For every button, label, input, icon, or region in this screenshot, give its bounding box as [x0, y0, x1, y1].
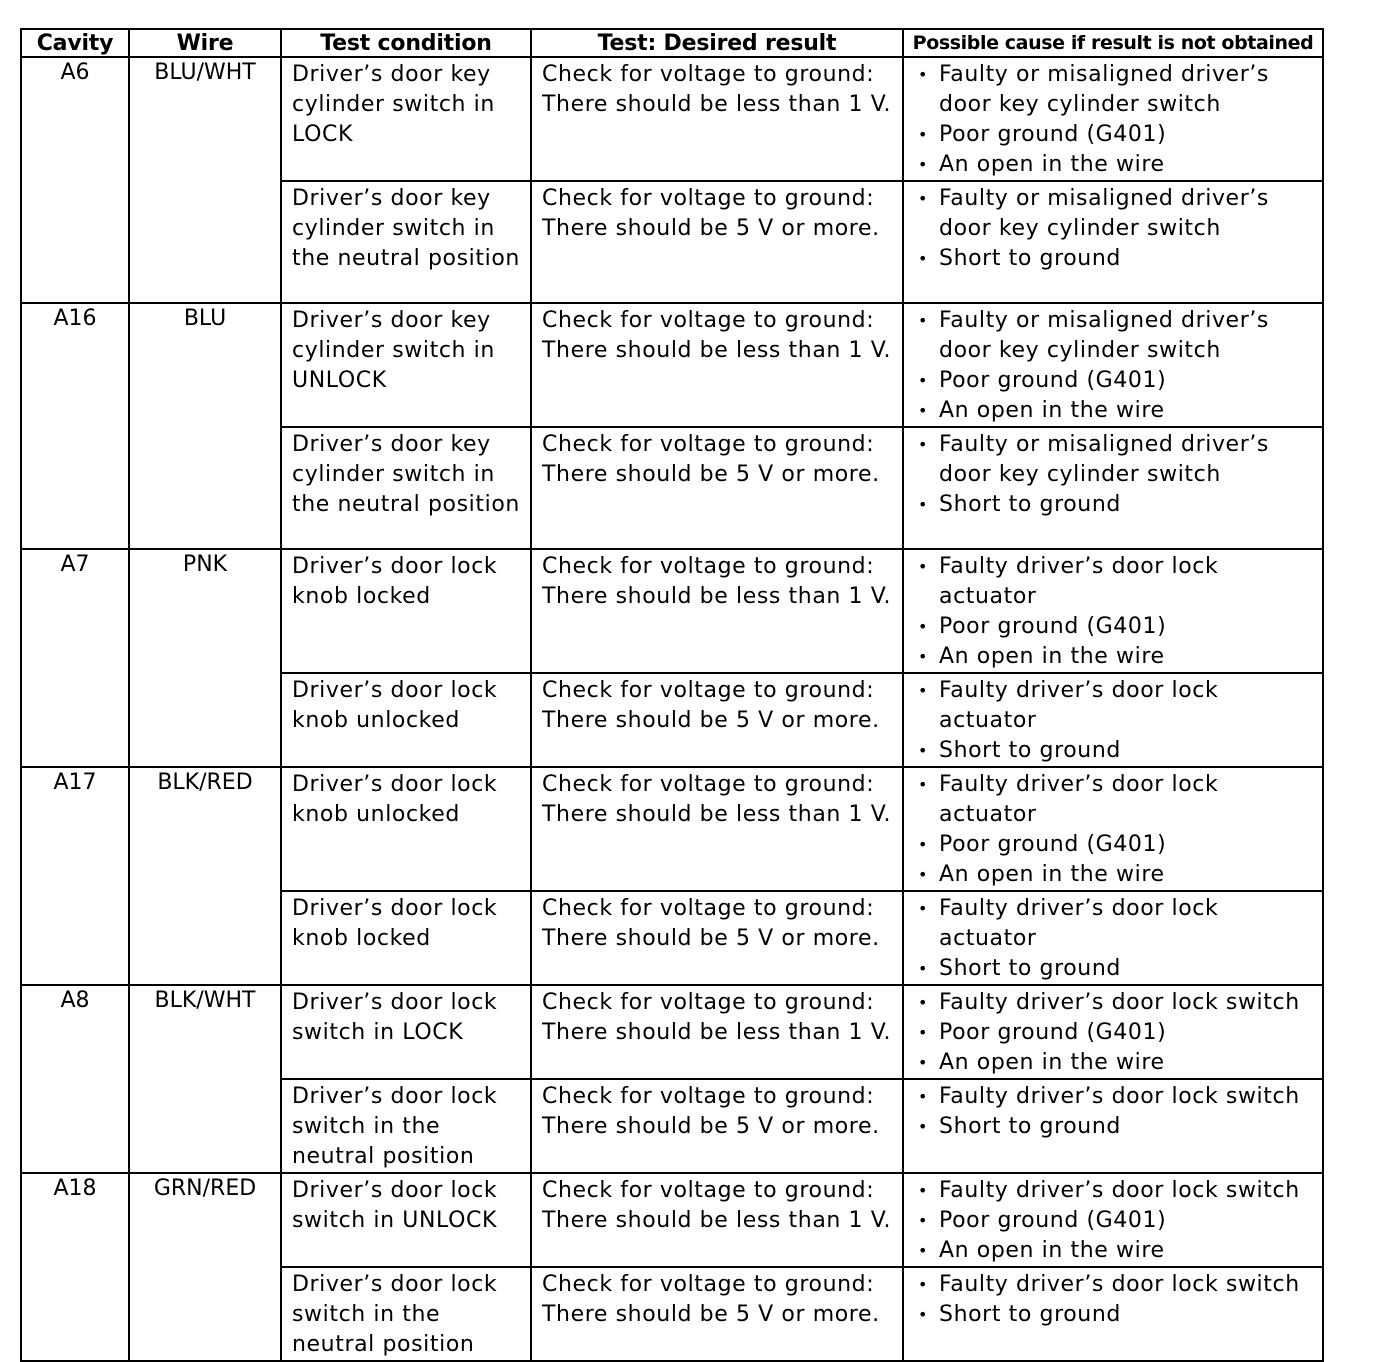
desired-result-cell: [531, 767, 903, 891]
cause-item: • An open in the wire: [916, 860, 1318, 890]
cause-item: • Faulty driver’s door lock actuator: [916, 894, 1318, 954]
cause-item: • Faulty or misaligned driver’s door key cylinder switch: [916, 306, 1318, 366]
cavity-cell: A6: [21, 57, 129, 303]
cause-item: • Faulty driver’s door lock switch: [916, 1270, 1318, 1300]
cause-list: [916, 184, 1318, 274]
test-condition-cell: Driver’s door lock knob locked: [281, 891, 531, 985]
cause-item: • An open in the wire: [916, 1048, 1318, 1078]
header-wire: Wire: [129, 29, 281, 57]
cause-list: [916, 60, 1318, 180]
result-line: There should be 5 V or more.: [542, 216, 880, 241]
result-line: There should be 5 V or more.: [542, 1302, 880, 1327]
possible-cause-cell: [903, 891, 1323, 985]
cause-list: [916, 1082, 1318, 1142]
cause-item: • An open in the wire: [916, 396, 1318, 426]
possible-cause-cell: [903, 1079, 1323, 1173]
cause-item: • Poor ground (G401): [916, 120, 1318, 150]
test-condition-cell: Driver’s door key cylinder switch in UNLOCK: [281, 303, 531, 427]
cause-item: • Faulty driver’s door lock switch: [916, 1082, 1318, 1112]
cause-list: [916, 552, 1318, 672]
cause-item: • Faulty driver’s door lock actuator: [916, 676, 1318, 736]
cause-item: • Poor ground (G401): [916, 1018, 1318, 1048]
result-line: There should be 5 V or more.: [542, 462, 880, 487]
cause-item: • Short to ground: [916, 244, 1318, 274]
result-line: Check for voltage to ground:: [542, 990, 875, 1015]
table-row: [21, 985, 1323, 1079]
cause-item: • Poor ground (G401): [916, 830, 1318, 860]
desired-result-cell: [531, 985, 903, 1079]
cause-list: [916, 676, 1318, 766]
result-line: There should be less than 1 V.: [542, 802, 892, 827]
result-line: Check for voltage to ground:: [542, 1178, 875, 1203]
desired-result-cell: [531, 57, 903, 181]
desired-result-cell: [531, 181, 903, 303]
result-line: Check for voltage to ground:: [542, 772, 875, 797]
test-table: [20, 28, 1324, 1362]
desired-result-cell: [531, 303, 903, 427]
cause-item: • Short to ground: [916, 1112, 1318, 1142]
cause-list: [916, 770, 1318, 890]
cause-list: [916, 430, 1318, 520]
desired-result-cell: [531, 427, 903, 549]
cause-list: [916, 988, 1318, 1078]
result-line: There should be less than 1 V.: [542, 338, 892, 363]
result-line: Check for voltage to ground:: [542, 1272, 875, 1297]
header-row: [21, 29, 1323, 57]
desired-result-cell: [531, 549, 903, 673]
table-row: [21, 767, 1323, 891]
header-desired-result: Test: Desired result: [531, 29, 903, 57]
result-line: There should be less than 1 V.: [542, 584, 892, 609]
desired-result-cell: [531, 891, 903, 985]
result-line: Check for voltage to ground:: [542, 554, 875, 579]
cause-item: • Poor ground (G401): [916, 366, 1318, 396]
cause-item: • Faulty driver’s door lock actuator: [916, 770, 1318, 830]
cause-list: [916, 1176, 1318, 1266]
possible-cause-cell: [903, 181, 1323, 303]
result-line: Check for voltage to ground:: [542, 62, 875, 87]
possible-cause-cell: [903, 1173, 1323, 1267]
test-condition-cell: Driver’s door lock knob locked: [281, 549, 531, 673]
possible-cause-cell: [903, 1267, 1323, 1361]
wire-cell: BLU: [129, 303, 281, 549]
possible-cause-cell: [903, 57, 1323, 181]
cause-item: • Poor ground (G401): [916, 1206, 1318, 1236]
possible-cause-cell: [903, 549, 1323, 673]
result-line: Check for voltage to ground:: [542, 678, 875, 703]
test-condition-cell: Driver’s door lock switch in LOCK: [281, 985, 531, 1079]
desired-result-cell: [531, 1173, 903, 1267]
cavity-cell: A17: [21, 767, 129, 985]
test-condition-cell: Driver’s door lock switch in the neutral position: [281, 1079, 531, 1173]
cavity-cell: A8: [21, 985, 129, 1173]
result-line: There should be less than 1 V.: [542, 92, 892, 117]
cause-item: • Faulty or misaligned driver’s door key cylinder switch: [916, 430, 1318, 490]
wire-cell: BLK/WHT: [129, 985, 281, 1173]
table-row: [21, 303, 1323, 427]
cause-item: • An open in the wire: [916, 1236, 1318, 1266]
cause-item: • Faulty driver’s door lock switch: [916, 1176, 1318, 1206]
desired-result-cell: [531, 673, 903, 767]
cause-list: [916, 306, 1318, 426]
possible-cause-cell: [903, 673, 1323, 767]
possible-cause-cell: [903, 985, 1323, 1079]
test-condition-cell: Driver’s door lock knob unlocked: [281, 673, 531, 767]
cause-item: • Short to ground: [916, 490, 1318, 520]
table-row: [21, 57, 1323, 181]
desired-result-cell: [531, 1267, 903, 1361]
table-row: [21, 1173, 1323, 1267]
table-row: [21, 549, 1323, 673]
cause-item: • An open in the wire: [916, 642, 1318, 672]
desired-result-cell: [531, 1079, 903, 1173]
table-header: [21, 29, 1323, 57]
cause-item: • Poor ground (G401): [916, 612, 1318, 642]
cause-list: [916, 1270, 1318, 1330]
result-line: There should be less than 1 V.: [542, 1208, 892, 1233]
test-condition-cell: Driver’s door lock switch in UNLOCK: [281, 1173, 531, 1267]
cause-item: • Faulty or misaligned driver’s door key cylinder switch: [916, 184, 1318, 244]
result-line: Check for voltage to ground:: [542, 896, 875, 921]
wire-cell: PNK: [129, 549, 281, 767]
cause-item: • Faulty driver’s door lock actuator: [916, 552, 1318, 612]
test-condition-cell: Driver’s door lock knob unlocked: [281, 767, 531, 891]
cause-list: [916, 894, 1318, 984]
cavity-cell: A16: [21, 303, 129, 549]
test-condition-cell: Driver’s door key cylinder switch in the neutral position: [281, 181, 531, 303]
header-possible-cause: Possible cause if result is not obtained: [903, 29, 1323, 57]
result-line: Check for voltage to ground:: [542, 186, 875, 211]
test-condition-cell: Driver’s door key cylinder switch in LOCK: [281, 57, 531, 181]
cause-item: • An open in the wire: [916, 150, 1318, 180]
wire-cell: GRN/RED: [129, 1173, 281, 1361]
cause-item: • Faulty driver’s door lock switch: [916, 988, 1318, 1018]
result-line: Check for voltage to ground:: [542, 1084, 875, 1109]
cavity-cell: A7: [21, 549, 129, 767]
test-condition-cell: Driver’s door key cylinder switch in the neutral position: [281, 427, 531, 549]
result-line: There should be less than 1 V.: [542, 1020, 892, 1045]
header-test-condition: Test condition: [281, 29, 531, 57]
result-line: There should be 5 V or more.: [542, 926, 880, 951]
wire-cell: BLU/WHT: [129, 57, 281, 303]
cause-item: • Short to ground: [916, 1300, 1318, 1330]
possible-cause-cell: [903, 767, 1323, 891]
cause-item: • Faulty or misaligned driver’s door key cylinder switch: [916, 60, 1318, 120]
result-line: Check for voltage to ground:: [542, 308, 875, 333]
table-body: [21, 57, 1323, 1361]
possible-cause-cell: [903, 427, 1323, 549]
possible-cause-cell: [903, 303, 1323, 427]
wire-cell: BLK/RED: [129, 767, 281, 985]
cause-item: • Short to ground: [916, 736, 1318, 766]
result-line: There should be 5 V or more.: [542, 708, 880, 733]
test-condition-cell: Driver’s door lock switch in the neutral position: [281, 1267, 531, 1361]
cause-item: • Short to ground: [916, 954, 1318, 984]
header-cavity: Cavity: [21, 29, 129, 57]
cavity-cell: A18: [21, 1173, 129, 1361]
result-line: Check for voltage to ground:: [542, 432, 875, 457]
result-line: There should be 5 V or more.: [542, 1114, 880, 1139]
